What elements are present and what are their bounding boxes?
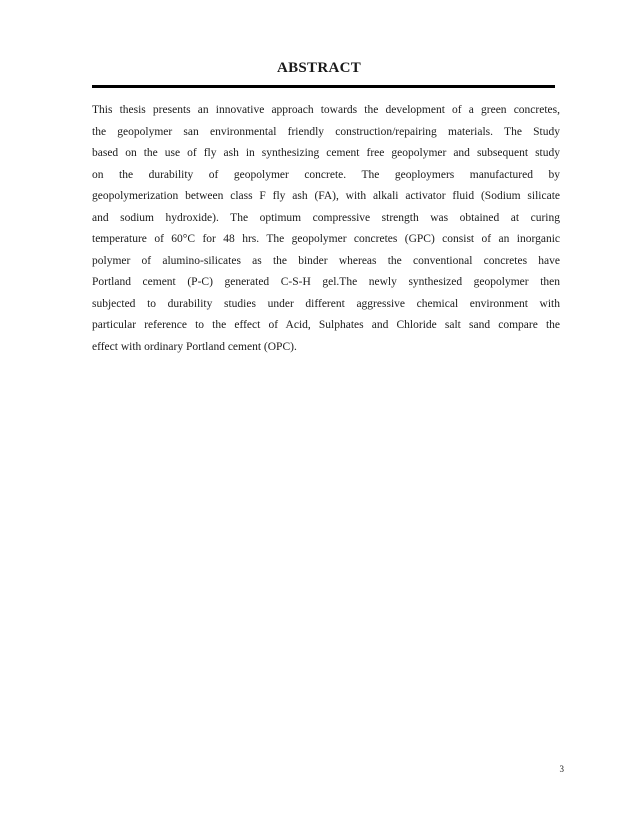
abstract-line: polymer of alumino-silicates as the binder whereas the conventional concretes have	[92, 254, 560, 267]
abstract-line: Portland cement (P-C) generated C-S-H gel.The newly synthesized geopolymer then	[92, 276, 560, 288]
heading-underline	[92, 85, 555, 88]
abstract-line: on the durability of geopolymer concrete. The geoploymers manufactured by	[92, 168, 560, 181]
abstract-line: This thesis presents an innovative approach towards the development of a green concretes,	[92, 104, 560, 116]
abstract-line: based on the use of fly ash in synthesizing cement free geopolymer and subsequent study	[92, 147, 560, 159]
abstract-line: and sodium hydroxide). The optimum compressive strength was obtained at curing	[92, 211, 560, 224]
abstract-line: particular reference to the effect of Acid, Sulphates and Chloride salt sand compare the	[92, 319, 560, 331]
abstract-paragraph	[92, 100, 560, 358]
abstract-line: effect with ordinary Portland cement (OPC).	[92, 340, 297, 353]
abstract-heading: ABSTRACT	[276, 60, 362, 76]
abstract-line: subjected to durability studies under different aggressive chemical environment with	[92, 297, 560, 310]
abstract-line: temperature of 60°C for 48 hrs. The geopolymer concretes (GPC) consist of an inorganic	[92, 233, 560, 245]
abstract-line: geopolymerization between class F fly ash (FA), with alkali activator fluid (Sodium silicate	[92, 190, 560, 202]
page-number: 3	[559, 764, 564, 774]
abstract-line: the geopolymer san environmental friendly construction/repairing materials. The Study	[92, 125, 560, 138]
